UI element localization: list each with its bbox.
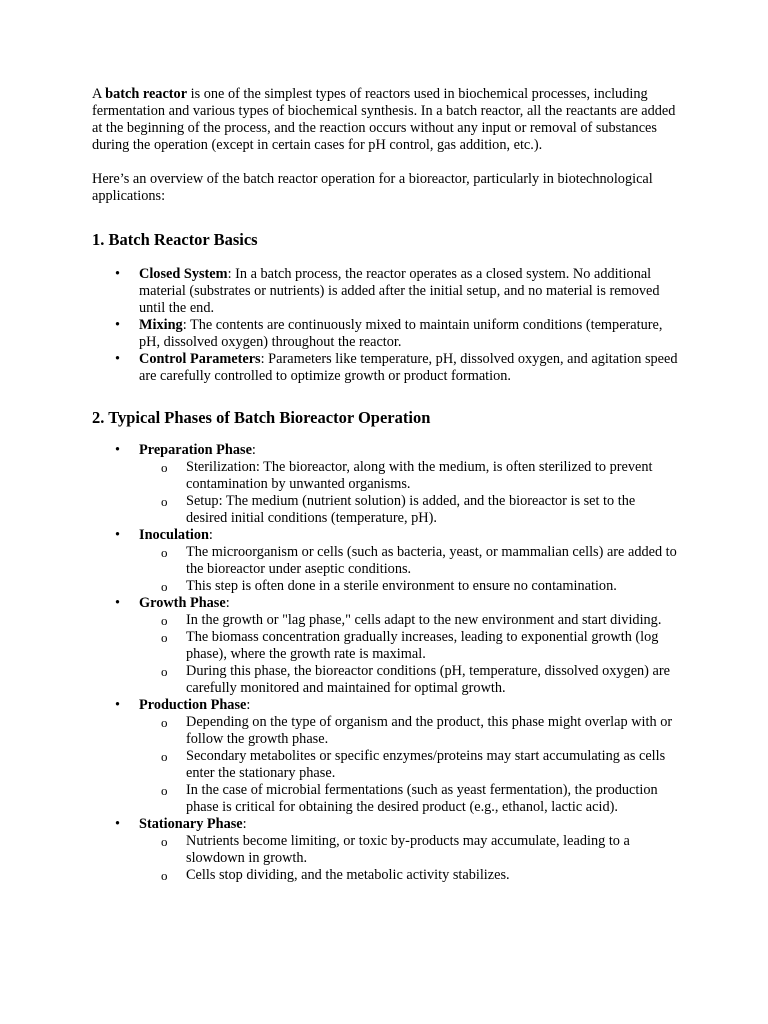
phase-term: Inoculation xyxy=(139,527,209,543)
sub-bullet-icon: o xyxy=(161,613,168,628)
sub-item-text: In the case of microbial fermentations (such as yeast fermentation), the production phase is critical for obtaining the desired product (e.g., ethanol, lactic acid). xyxy=(186,782,658,815)
bullet-icon: • xyxy=(115,442,121,458)
list-item-preparation xyxy=(92,442,678,527)
sub-list xyxy=(139,459,678,527)
sub-item-text: In the growth or "lag phase," cells adapt to the new environment and start dividing. xyxy=(186,612,662,628)
sub-list xyxy=(139,833,678,884)
sub-list-item xyxy=(139,629,678,663)
phases-list xyxy=(92,442,678,884)
list-item xyxy=(92,266,678,317)
sub-list-item xyxy=(139,578,678,595)
sub-bullet-icon: o xyxy=(161,834,168,849)
sub-list-item xyxy=(139,459,678,493)
sub-item-text: Cells stop dividing, and the metabolic activity stabilizes. xyxy=(186,867,510,883)
sub-bullet-icon: o xyxy=(161,630,168,645)
sub-bullet-icon: o xyxy=(161,494,168,509)
sub-list-item xyxy=(139,544,678,578)
basics-list xyxy=(92,266,678,385)
sub-item-text: Depending on the type of organism and the product, this phase might overlap with or follow the growth phase. xyxy=(186,714,673,747)
sub-list-item xyxy=(139,867,678,884)
bullet-icon: • xyxy=(115,527,121,543)
sub-list-item xyxy=(139,748,678,782)
list-item-inoculation xyxy=(92,527,678,595)
bullet-icon: • xyxy=(115,317,121,333)
sub-list-item xyxy=(139,714,678,748)
sub-bullet-icon: o xyxy=(161,715,168,730)
sub-list-item xyxy=(139,833,678,867)
sub-bullet-icon: o xyxy=(161,868,168,883)
intro-rest: is one of the simplest types of reactors used in biochemical processes, including fermentation and various types of biochemical synthesis. In a batch reactor, all the reactants are added at the beginning of the process, and the reaction occurs without any input or removal of substances during the operation (except in certain cases for pH control, gas addition, etc.). xyxy=(92,86,676,153)
phase-term: Production Phase xyxy=(139,697,247,713)
item-term: Mixing xyxy=(139,317,183,333)
sub-item-text: During this phase, the bioreactor conditions (pH, temperature, dissolved oxygen) are carefully monitored and maintained for optimal growth. xyxy=(186,663,670,696)
sub-list-item xyxy=(139,493,678,527)
item-term: Control Parameters xyxy=(139,351,261,367)
bullet-icon: • xyxy=(115,266,121,282)
sub-list-item xyxy=(139,612,678,629)
sub-item-text: Sterilization: The bioreactor, along with the medium, is often sterilized to prevent contamination by unwanted organisms. xyxy=(186,459,653,492)
bullet-icon: • xyxy=(115,697,121,713)
intro-lead: A xyxy=(92,86,106,102)
intro-paragraph xyxy=(92,86,678,154)
sub-list xyxy=(139,714,678,816)
list-item-growth xyxy=(92,595,678,697)
sub-item-text: The biomass concentration gradually increases, leading to exponential growth (log phase), where the growth rate is maximal. xyxy=(186,629,659,662)
phase-suffix: : xyxy=(251,442,256,458)
sub-item-text: Secondary metabolites or specific enzymes/proteins may start accumulating as cells enter the stationary phase. xyxy=(186,748,666,781)
list-item-stationary xyxy=(92,816,678,884)
item-text: : The contents are continuously mixed to maintain uniform conditions (temperature, pH, dissolved oxygen) throughout the reactor. xyxy=(139,317,663,350)
phase-suffix: : xyxy=(225,595,230,611)
bullet-icon: • xyxy=(115,351,121,367)
sub-list-item xyxy=(139,663,678,697)
sub-bullet-icon: o xyxy=(161,545,168,560)
sub-item-text: The microorganism or cells (such as bacteria, yeast, or mammalian cells) are added to the bioreactor under aseptic conditions. xyxy=(186,544,677,577)
phase-term: Preparation Phase xyxy=(139,442,252,458)
sub-bullet-icon: o xyxy=(161,749,168,764)
item-text: : Parameters like temperature, pH, dissolved oxygen, and agitation speed are carefully controlled to optimize growth or product formation. xyxy=(139,351,678,384)
bullet-icon: • xyxy=(115,595,121,611)
section-heading-basics: 1. Batch Reactor Basics xyxy=(92,230,258,249)
overview-paragraph: Here’s an overview of the batch reactor operation for a bioreactor, particularly in biotechnological applications: xyxy=(92,171,653,204)
list-item xyxy=(92,317,678,351)
sub-item-text: Setup: The medium (nutrient solution) is added, and the bioreactor is set to the desired initial conditions (temperature, pH). xyxy=(186,493,636,526)
section-heading-phases: 2. Typical Phases of Batch Bioreactor Operation xyxy=(92,408,431,427)
phase-term: Stationary Phase xyxy=(139,816,243,832)
phase-suffix: : xyxy=(208,527,213,543)
phase-suffix: : xyxy=(246,697,251,713)
sub-list-item xyxy=(139,782,678,816)
item-term: Closed System xyxy=(139,266,228,282)
sub-bullet-icon: o xyxy=(161,460,168,475)
list-item xyxy=(92,351,678,385)
list-item-production xyxy=(92,697,678,816)
item-text: : In a batch process, the reactor operates as a closed system. No additional material (substrates or nutrients) is added after the initial setup, and no material is removed until the end. xyxy=(139,266,660,316)
sub-bullet-icon: o xyxy=(161,664,168,679)
sub-list xyxy=(139,544,678,595)
sub-list xyxy=(139,612,678,697)
phase-term: Growth Phase xyxy=(139,595,226,611)
phase-suffix: : xyxy=(242,816,247,832)
sub-bullet-icon: o xyxy=(161,783,168,798)
sub-item-text: This step is often done in a sterile environment to ensure no contamination. xyxy=(186,578,617,594)
bullet-icon: • xyxy=(115,816,121,832)
intro-term: batch reactor xyxy=(105,86,188,102)
sub-item-text: Nutrients become limiting, or toxic by-products may accumulate, leading to a slowdown in growth. xyxy=(186,833,630,866)
sub-bullet-icon: o xyxy=(161,579,168,594)
